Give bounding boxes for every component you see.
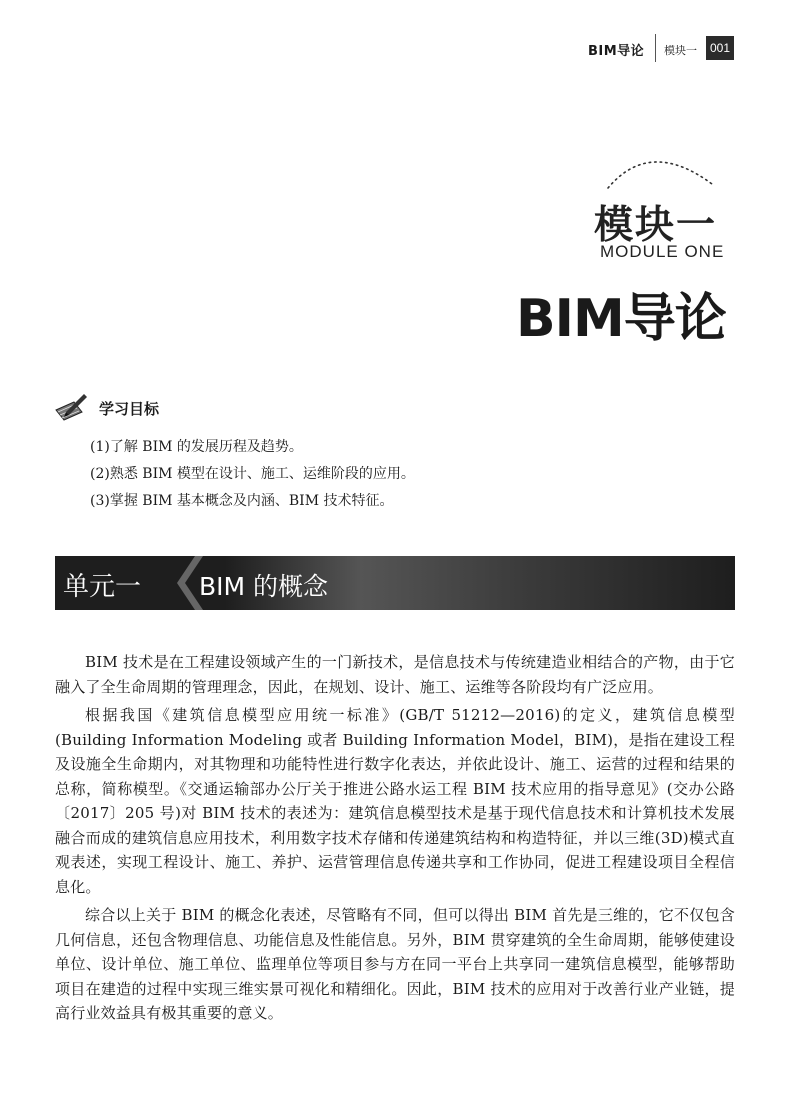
paragraph: 综合以上关于 BIM 的概念化表述，尽管略有不同，但可以得出 BIM 首先是三维的，它不仅包含几何信息，还包含物理信息、功能信息及性能信息。另外，BIM 贯穿建筑的全生命周期，能够使建设单位、设计单位、施工单位、监理单位等项目参与方在同一平台上共享同一建筑信息模型，能够帮助项目在建造的过程中实现三维实景可视化和精细化。因此，BIM 技术的应用对于改善行业产业链，提高行业效益具有极其重要的意义。 (55, 906, 735, 1022)
section-unit-block (55, 556, 179, 610)
header-divider (655, 34, 656, 62)
section-banner (55, 556, 735, 610)
goal-item: (1)了解 BIM 的发展历程及趋势。 (90, 439, 303, 455)
module-number-cn: 模块一 (594, 203, 718, 248)
running-header-title: BIM导论 (588, 44, 645, 59)
section-topic-title: BIM 的概念 (199, 572, 329, 601)
learning-goals-title: 学习目标 (99, 400, 160, 418)
body-text (55, 650, 735, 1030)
section-unit-label: 单元一 (63, 572, 142, 602)
paragraph: BIM 技术是在工程建设领域产生的一门新技术，是信息技术与传统建造业相结合的产物，由于它融入了全生命周期的管理理念，因此，在规划、设计、施工、运维等各阶段均有广泛应用。 (55, 653, 735, 696)
module-title: BIM导论 (516, 289, 726, 349)
running-header-module: 模块一 (664, 44, 697, 57)
module-number-en: MODULE ONE (600, 242, 725, 261)
goal-item: (3)掌握 BIM 基本概念及内涵、BIM 技术特征。 (90, 493, 394, 509)
goal-item: (2)熟悉 BIM 模型在设计、施工、运维阶段的应用。 (90, 466, 415, 482)
pen-paper-icon (52, 392, 88, 422)
paragraph: 根据我国《建筑信息模型应用统一标准》(GB/T 51212—2016)的定义，建筑信息模型(Building Information Modeling 或者 Building Information Model，BIM)，是指在建设工程及设施全生命期内，对其物理和功能特性进行数字化表达，并依此设计、施工、运营的过程和结果的总称，简称模型。《交通运输部办公厅关于推进公路水运工程 BIM 技术应用的指导意见》(交办公路〔2017〕205 号)对 BIM 技术的表述为：建筑信息模型技术是基于现代信息技术和计算机技术发展融合而成的建筑信息应用技术，利用数字技术存储和传递建筑结构和构造特征，并以三维(3D)模式直观表述，实现工程设计、施工、养护、运营管理信息传递共享和工作协同，促进工程建设项目全程信息化。 (55, 706, 735, 896)
page-number: 001 (706, 36, 734, 60)
